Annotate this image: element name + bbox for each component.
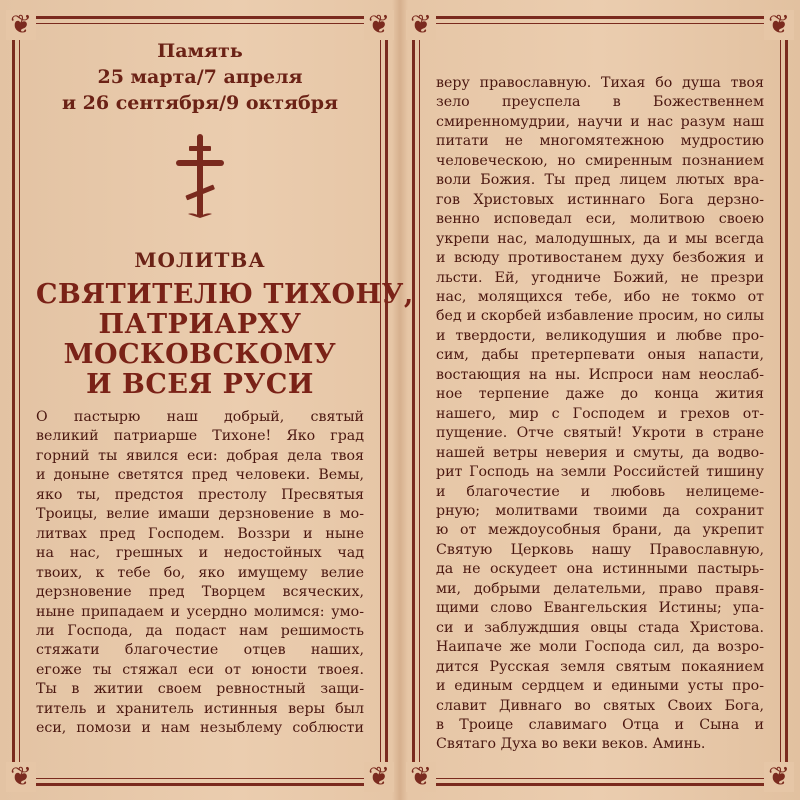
prayer-label: МОЛИТВА [134,248,266,272]
text-line: и единым сердцем и едиными усты про- [436,678,764,695]
corner-ornament-icon: ❦ [6,10,36,40]
text-line: Троицы, велие имаши дерзновение в мо- [36,506,364,523]
corner-ornament-icon: ❦ [764,10,794,40]
text-line: яко ты, предстоя престолу Пресвятыя [36,486,364,503]
text-line: горний ты явился еси: добрая дела твоя [36,447,364,464]
text-line: рит Господь на земли Российстей тишину [436,464,764,481]
memory-date-1: 25 марта/7 апреля [97,66,303,88]
text-line: веру православную. Тихая бо душа твоя [436,75,764,91]
text-line: Наипаче же моли Господа сил, да возро- [436,639,764,656]
text-line: стяжати благочестие отцев наших, [36,642,364,659]
text-line: зело преуспела в Божественнем [436,94,764,111]
memory-dates [36,38,364,116]
text-line: смиренномудрии, научи и нас разум наш [436,113,764,130]
text-line: человеческою, но смиренным познанием [436,152,764,169]
text-line: Святую Церковь нашу Православную, [436,541,764,558]
text-line: и доныне светятся пред человеки. Вемы, [36,467,364,484]
text-line: нашей ветры неверия и смуты, да водво- [436,444,764,461]
saint-title-line: И ВСЕЯ РУСИ [86,369,314,400]
text-line: твоих, к тебе бо, яко имущему велие [36,564,364,581]
text-line: Святаго Духа во веки веков. Аминь. [436,736,706,753]
text-line: сим, дабы претерпевати оныя напасти, [436,347,764,364]
text-line: и твердости, великодушия и любве про- [436,327,764,344]
prayer-text-right [436,74,764,755]
text-line: ное терпение даже до конца жития [436,386,764,403]
text-line: еси, помози и нам незыблему соблюсти [36,720,364,737]
corner-ornament-icon: ❦ [764,762,794,792]
orthodox-cross-icon [173,134,227,220]
text-line: славит Дивнаго во святых Своих Бога, [436,697,764,714]
text-line: си и заблуждшия овцы стада Христова. [436,619,764,636]
text-line: гов Христовых истиннаго Бога дерзно- [436,191,764,208]
corner-ornament-icon: ❦ [406,10,436,40]
saint-title-line: СВЯТИТЕЛЮ ТИХОНУ, [36,279,414,310]
text-line: щими слово Евангельския Истины; упа- [436,600,764,617]
prayer-text-left [36,408,364,739]
text-line: дерзновение пред Творцем всяческих, [36,584,364,601]
text-line: дится Русская земля святым покаянием [436,658,764,675]
text-line: егоже ты стяжал еси от юности твоея. [36,661,364,678]
text-line: венно исповедал еси, молитвою своею [436,211,764,228]
corner-ornament-icon: ❦ [6,762,36,792]
left-page [10,10,414,792]
text-line: и благочестие и любовь нелицеме- [436,483,764,500]
text-line: нашего, мир с Господем и грехов от- [436,405,764,422]
text-line: льсти. Ей, угодниче Божий, не презри [436,269,764,286]
text-line: титель и хранитель истинныя веры был [36,700,364,717]
saint-title-line: ПАТРИАРХУ [98,309,302,340]
corner-ornament-icon: ❦ [364,762,394,792]
text-line: питати не многомятежною мудростию [436,133,764,150]
text-line: востающия на ны. Испроси нам неослаб- [436,366,764,383]
text-line: ми, добрыми делательми, право правя- [436,580,764,597]
text-line: рную; молитвами твоими да сохранит [436,502,764,519]
text-line: О пастырю наш добрый, святый [36,409,364,425]
text-line: Ты в житии своем ревностный защи- [36,681,364,698]
saint-title [36,279,414,400]
saint-title-line: МОСКОВСКОМУ [63,339,337,370]
text-line: ю от междоусобныя брани, да укрепит [436,522,764,539]
memory-date-2: и 26 сентября/9 октября [61,92,339,114]
text-line: и всюду противостанем духу безбожия и [436,250,764,267]
text-line: да не оскудеет она истинными пастырь- [436,561,764,578]
text-line: великий патриарше Тихоне! Яко град [36,428,364,445]
text-line: литвах пред Господем. Воззри и ныне [36,525,364,542]
text-line: ли Господа, да подаст нам решимость [36,622,364,639]
text-line: в Троице славимаго Отца и Сына и [436,716,764,733]
text-line: ныне припадаем и усердно молимся: умо- [36,603,364,620]
text-line: пущение. Отче святый! Укроти в стране [436,425,764,442]
memory-heading: Память [157,40,243,62]
text-line: воли Божия. Ты пред лицем лютых вра- [436,172,764,189]
text-line: нас, молящихся тебе, ибо не токмо от [436,288,764,305]
text-line: укрепи нас, малодушных, да и мы всегда [436,230,764,247]
text-line: бед и скорбей избавление просим, но силы [436,308,764,325]
text-line: на нас, грешных и недостойных чад [36,545,364,562]
corner-ornament-icon: ❦ [406,762,436,792]
corner-ornament-icon: ❦ [364,10,394,40]
right-page [410,10,790,792]
